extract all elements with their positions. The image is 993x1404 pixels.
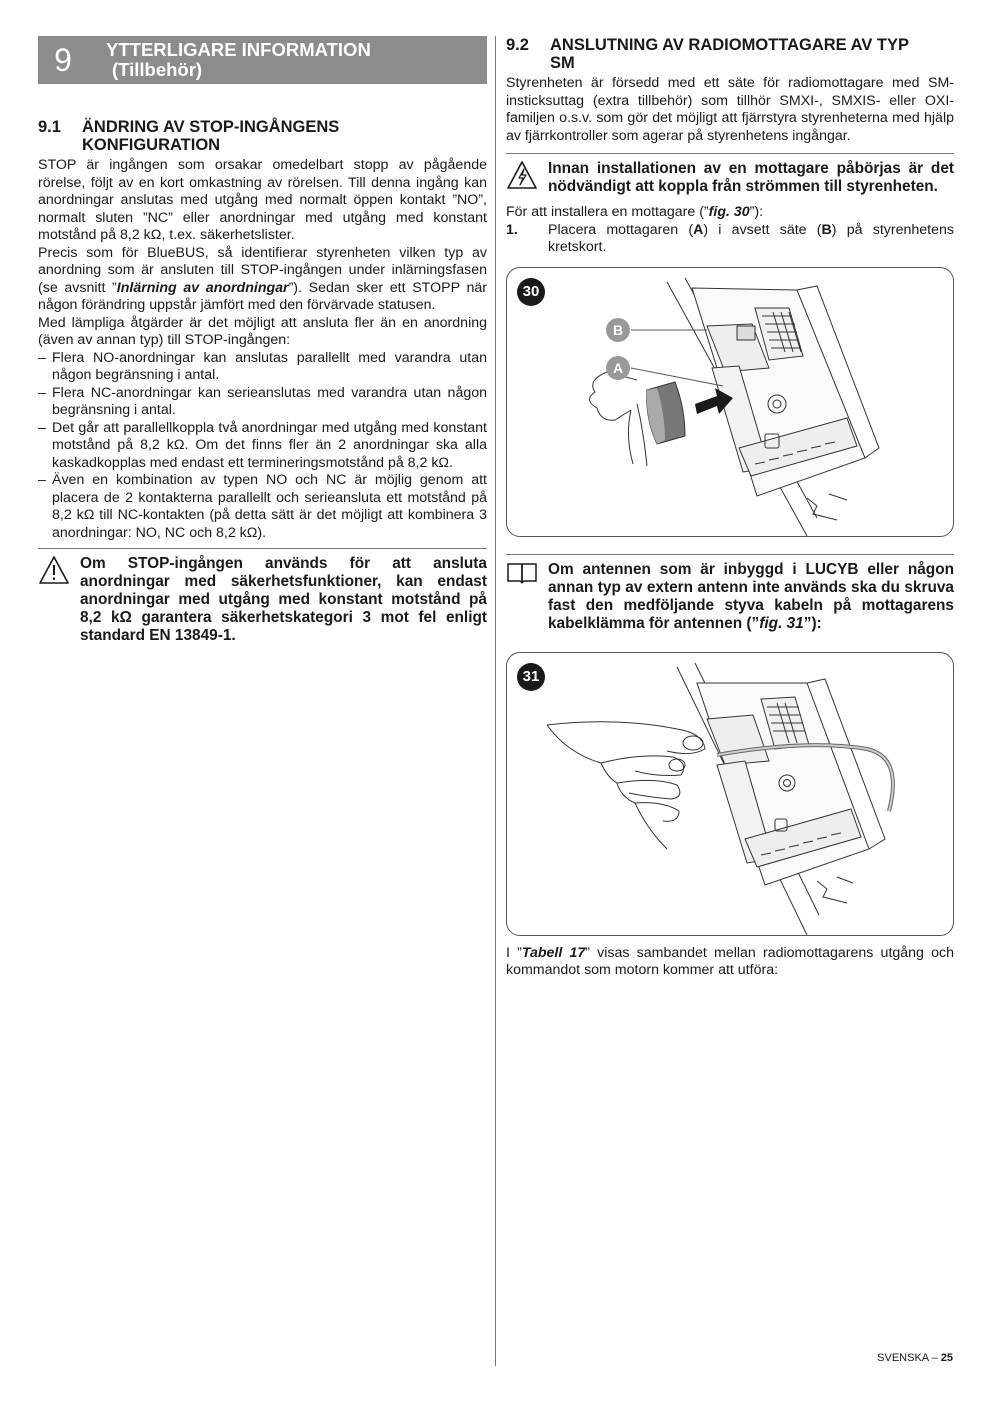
dash-marker: – — [38, 384, 46, 401]
book-manual-icon — [506, 561, 548, 633]
figure-31 — [506, 652, 954, 936]
list-item — [38, 350, 487, 385]
electric-hazard-icon — [506, 160, 548, 196]
figure-number-badge: 30 — [517, 278, 545, 306]
dash-marker: – — [38, 349, 46, 366]
callout-label-a: A — [612, 359, 624, 376]
dash-marker: – — [38, 472, 46, 488]
section-number: 9.1 — [38, 118, 61, 136]
warning-text: Om STOP-ingången används för att ansluta anordningar med säkerhetsfunktioner, kan endast anordningar med utgång med konstant motstånd på 8,2 kΩ garantera säkerhetskategori 3 mot fel enligt standard EN 13849-1. — [80, 555, 487, 644]
section-9-2-heading — [506, 36, 954, 72]
page-footer — [877, 1352, 953, 1364]
section-title-line2: SM — [550, 54, 575, 72]
section-title-line1: ANSLUTNING AV RADIOMOTTAGARE AV TYP — [550, 36, 910, 54]
warning-triangle-icon — [38, 555, 80, 645]
paragraph-table-reference — [506, 945, 954, 980]
text-run: ) på styrenhetens kretskort. — [548, 221, 955, 255]
text-run: För att installera en mottagare (” — [506, 204, 709, 220]
section-9-1-heading — [38, 118, 487, 154]
cross-reference-link[interactable]: Inlärning av anordningar — [116, 279, 289, 296]
label-a-ref: A — [693, 221, 704, 238]
list-item-text: Flera NO-anordningar kan anslutas parallellt med varandra utan någon begränsning i antal. — [52, 349, 487, 383]
danger-text: Innan installationen av en mottagare påbörjas är det nödvändigt att koppla från strömmen till styrenheten. — [548, 160, 954, 195]
figure-reference[interactable]: fig. 30 — [708, 204, 750, 220]
text-run: ”): — [749, 204, 764, 220]
dash-marker: – — [38, 419, 46, 436]
chapter-title-line2: (Tillbehör) — [112, 59, 203, 80]
list-item-text: Flera NC-anordningar kan serieanslutas med varandra utan någon begränsning i antal. — [52, 384, 487, 418]
install-step-1 — [506, 222, 954, 257]
paragraph-receiver-intro: Styrenheten är försedd med ett säte för radiomottagare med SM-insticksuttag (extra tillbehör) som tillhör SMXI-, SMXIS- eller OXI-familjen o.s.v. som gör det möjligt att fjärrstyra styrenheterna med hjälp av fjärrkontroller som agerar på styrenhetens ingångar. — [506, 75, 954, 144]
figure-number-badge: 31 — [517, 663, 545, 691]
list-item — [38, 385, 487, 420]
figure-reference[interactable]: fig. 31 — [759, 614, 804, 632]
text-run: Om antennen som är inbyggd i LUCYB eller någon annan typ av extern antenn inte används ska du skruva fast den medföljande styva kabeln på mottagarens kabelklämma för antennen (” — [548, 560, 954, 632]
section-title-line1: ÄNDRING AV STOP-INGÅNGENS — [82, 118, 340, 136]
right-column — [506, 36, 954, 980]
section-title — [550, 36, 909, 72]
footer-language: SVENSKA – — [877, 1352, 941, 1364]
chapter-title-line1: YTTERLIGARE INFORMATION — [106, 39, 371, 60]
chapter-title — [106, 40, 371, 80]
paragraph-multiple-devices: Med lämpliga åtgärder är det möjligt att ansluta fler än en anordning (även av annan typ) till STOP-ingången: — [38, 314, 487, 348]
table-reference[interactable]: Tabell 17 — [521, 944, 586, 961]
receiver-installation-illustration — [507, 268, 954, 536]
text-run: I ” — [506, 944, 522, 961]
list-item — [38, 472, 487, 542]
left-column — [38, 36, 487, 645]
page-number: 25 — [940, 1352, 953, 1364]
callout-label-b: B — [612, 321, 624, 338]
text-run: ”). Sedan sker ett STOPP när någon förändring uppstår jämfört med den förvärvade statusen. — [38, 279, 487, 313]
step-number: 1. — [506, 221, 518, 238]
info-note — [506, 554, 954, 633]
column-divider — [495, 36, 496, 1366]
paragraph-stop-intro: STOP är ingången som orsakar omedelbart stopp av pågående rörelse, följt av en kort omkastning av rörelsen. Till denna ingång kan anordningar anslutas med utgång med normalt öppen kontakt ”NO”, normalt sluten ”NC” eller anordningar med utgång med konstant motstånd på 8,2 kΩ, t.ex. säkerhetslister. — [38, 157, 487, 243]
section-number: 9.2 — [506, 36, 529, 54]
text-run: ”): — [803, 614, 822, 632]
antenna-cable-illustration — [507, 653, 954, 935]
step-text — [548, 222, 954, 257]
chapter-header — [38, 36, 487, 84]
device-list — [38, 350, 487, 543]
section-title — [82, 118, 339, 154]
paragraph-bluebus — [38, 245, 487, 315]
warning-note — [38, 548, 487, 645]
list-item — [38, 420, 487, 473]
text-run: ” visas sambandet mellan radiomottagarens utgång och kommandot som motorn kommer att utföra: — [506, 944, 954, 978]
figure-30 — [506, 267, 954, 537]
list-item-text: Det går att parallellkoppla två anordningar med utgång med konstant motstånd på 8,2 kΩ. Om det finns fler än 2 anordningar ska alla kaskadkopplas med endast ett termineringsmotstånd på 8,2 kΩ. — [52, 419, 487, 471]
danger-note — [506, 153, 954, 196]
text-run: Precis som för BlueBUS, så identifierar styrenheten vilken typ av anordning som är ansluten till STOP-ingången under inlärningsfasen (se avsnitt ” — [38, 244, 487, 296]
text-run: ) i avsett säte ( — [703, 221, 822, 238]
text-run: Placera mottagaren ( — [548, 221, 694, 238]
label-b-ref: B — [821, 221, 832, 238]
chapter-number: 9 — [54, 41, 72, 78]
paragraph-install-intro — [506, 204, 954, 222]
section-title-line2: KONFIGURATION — [82, 136, 221, 154]
info-text — [548, 561, 954, 633]
list-item-text: Även en kombination av typen NO och NC är möjlig genom att placera de 2 kontakterna parallellt och serieansluta ett motstånd på 8,2 kΩ till NC-kontakten (på detta sätt är det möjligt att kombinera 3 anordningar: NO, NC och 8,2 kΩ). — [52, 472, 487, 541]
